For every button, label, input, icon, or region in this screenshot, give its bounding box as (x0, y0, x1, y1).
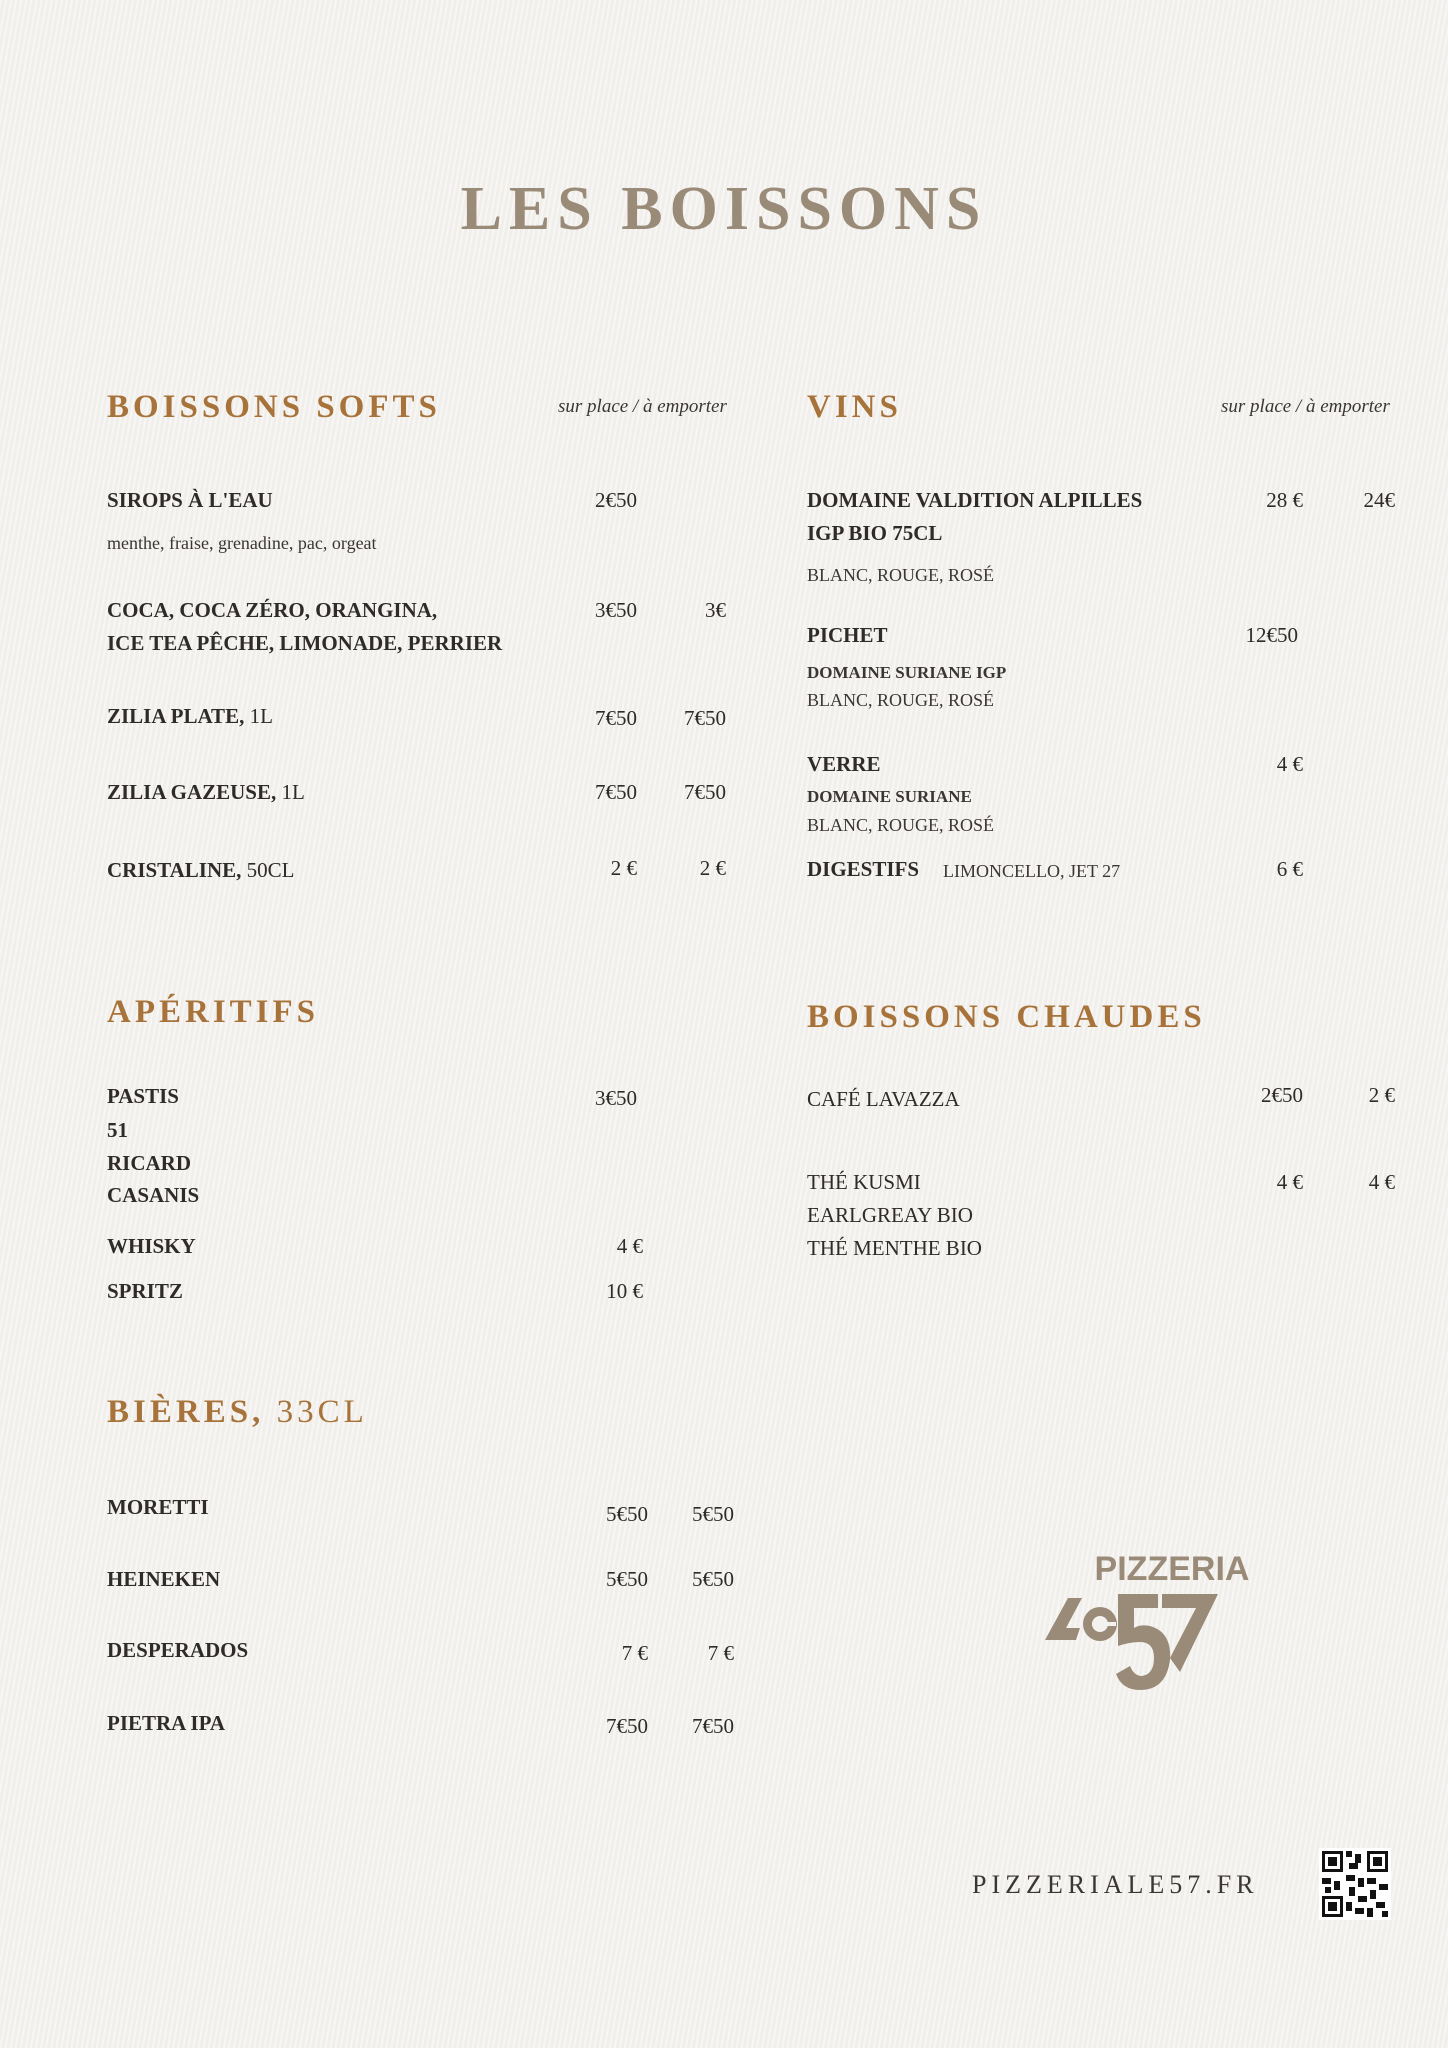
price-sur-place: 10 € (606, 1279, 643, 1303)
page-title: LES BOISSONS (460, 175, 988, 243)
price-sur-place: 3€50 (595, 598, 637, 622)
item-name: DIGESTIFS (807, 857, 920, 881)
price-emporter: 4 € (1368, 1170, 1395, 1194)
price-sur-place: 3€50 (595, 1086, 637, 1110)
bieres-heading-text: BIÈRES, (107, 1394, 265, 1430)
item-sub: BLANC, ROUGE, ROSÉ (807, 690, 995, 710)
price-sur-place: 7€50 (595, 780, 637, 804)
item-name-text: ZILIA GAZEUSE, (107, 780, 277, 804)
price-emporter: 7€50 (684, 780, 726, 804)
price-emporter: 2 € (1368, 1083, 1395, 1107)
price-emporter: 7 € (707, 1641, 734, 1665)
price-sur-place: 7€50 (595, 706, 637, 730)
item-domaine: DOMAINE SURIANE (807, 787, 972, 806)
item-name-text: CRISTALINE, (107, 858, 242, 882)
item-name: VERRE (807, 752, 881, 776)
price-sur-place: 12€50 (1245, 623, 1298, 647)
column-note-vins: sur place / à emporter (1221, 396, 1390, 417)
item-name-line2: IGP BIO 75CL (807, 521, 943, 545)
item-name: HEINEKEN (107, 1567, 221, 1591)
price-sur-place: 4 € (616, 1234, 643, 1258)
price-emporter: 3€ (705, 598, 726, 622)
website-link[interactable]: PIZZERIALE57.FR (972, 1870, 1259, 1899)
item-name: PICHET (807, 623, 888, 647)
item-name: CAFÉ LAVAZZA (807, 1087, 960, 1111)
item-line: EARLGREAY BIO (807, 1203, 973, 1227)
item-name: SPRITZ (107, 1279, 183, 1303)
item-sub: BLANC, ROUGE, ROSÉ (807, 565, 995, 585)
price-sur-place: 4 € (1276, 752, 1303, 776)
qr-code-icon (1319, 1848, 1391, 1920)
item-name: PIETRA IPA (107, 1711, 226, 1735)
price-sur-place: 28 € (1266, 488, 1303, 512)
item-line: THÉ MENTHE BIO (807, 1236, 982, 1260)
item-domaine: DOMAINE SURIANE IGP (807, 663, 1007, 682)
item-size: 1L (281, 780, 305, 804)
price-sur-place: 5€50 (606, 1567, 648, 1591)
item-line: RICARD (107, 1151, 191, 1175)
item-name: MORETTI (107, 1495, 209, 1519)
price-sur-place: 6 € (1276, 857, 1303, 881)
section-heading-vins: VINS (807, 389, 902, 425)
price-sur-place: 2€50 (595, 488, 637, 512)
price-emporter: 5€50 (692, 1567, 734, 1591)
item-name-line2: ICE TEA PÊCHE, LIMONADE, PERRIER (107, 631, 503, 655)
price-emporter: 7€50 (684, 706, 726, 730)
item-name: PASTIS (107, 1084, 179, 1108)
price-sur-place: 2€50 (1261, 1083, 1303, 1107)
price-emporter: 5€50 (692, 1502, 734, 1526)
item-name: COCA, COCA ZÉRO, ORANGINA, (107, 598, 438, 622)
section-heading-aperitifs: APÉRITIFS (107, 994, 320, 1030)
price-sur-place: 7 € (621, 1641, 648, 1665)
item-name: THÉ KUSMI (807, 1170, 921, 1194)
price-emporter: 7€50 (692, 1714, 734, 1738)
svg-text:PIZZERIA: PIZZERIA (1094, 1550, 1250, 1588)
section-heading-softs: BOISSONS SOFTS (107, 389, 441, 425)
section-heading-chaudes: BOISSONS CHAUDES (807, 999, 1206, 1035)
item-name-text: ZILIA PLATE, (107, 704, 245, 728)
section-heading-bieres (107, 1396, 368, 1429)
item-sub: BLANC, ROUGE, ROSÉ (807, 815, 995, 835)
item-name: WHISKY (107, 1234, 196, 1258)
item-line: 51 (107, 1118, 128, 1142)
price-sur-place: 5€50 (606, 1502, 648, 1526)
price-emporter: 2 € (699, 856, 726, 880)
item-name: DOMAINE VALDITION ALPILLES (807, 488, 1143, 512)
item-name: SIROPS À L'EAU (107, 488, 273, 512)
price-emporter: 24€ (1363, 488, 1395, 512)
price-sur-place: 4 € (1276, 1170, 1303, 1194)
item-size: 1L (249, 704, 273, 728)
item-line: CASANIS (107, 1183, 200, 1207)
item-sub: LIMONCELLO, JET 27 (943, 861, 1121, 881)
column-note-softs: sur place / à emporter (558, 396, 727, 417)
item-name: DESPERADOS (107, 1638, 249, 1662)
item-name (107, 860, 295, 881)
pizzeria-le57-logo (1040, 1550, 1250, 1695)
item-sub: menthe, fraise, grenadine, pac, orgeat (107, 533, 377, 553)
price-sur-place: 2 € (610, 856, 637, 880)
price-sur-place: 7€50 (606, 1714, 648, 1738)
item-size: 50CL (246, 858, 295, 882)
item-name (107, 782, 305, 803)
bieres-heading-size: 33CL (276, 1394, 368, 1430)
item-name (107, 706, 273, 727)
